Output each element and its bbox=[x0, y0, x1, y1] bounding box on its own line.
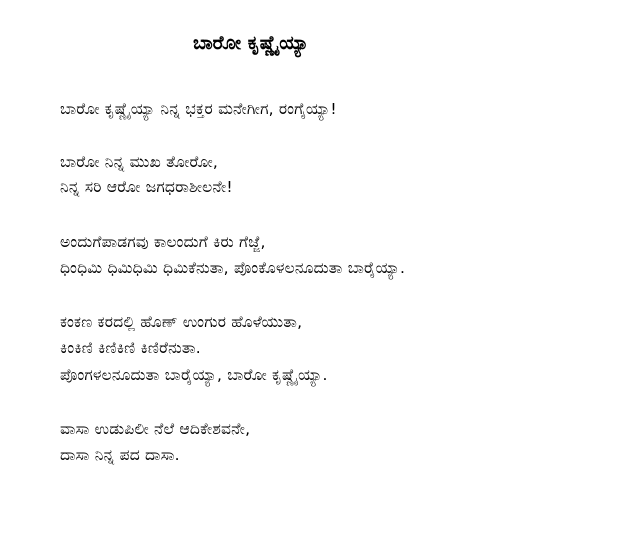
stanza-4-line-3: ಪೊಂಗಳಲನೂದುತಾ ಬಾರೈಯ್ಯಾ, ಬಾರೋ ಕೃಷ್ಣೈಯ್ಯಾ. bbox=[60, 366, 328, 384]
stanza-5-line-2: ದಾಸಾ ನಿನ್ನ ಪದ ದಾಸಾ. bbox=[60, 446, 180, 464]
stanza-5-line-1: ವಾಸಾ ಉಡುಪಿಲೀ ನೆಲೆ ಆದಿಕೇಶವನೇ, bbox=[60, 420, 251, 438]
stanza-4-line-2: ಕಿಂಕಿಣಿ ಕಿಣಿಕಿಣಿ ಕಿಣಿರೆನುತಾ. bbox=[60, 339, 201, 357]
stanza-1-line-1: ಬಾರೋ ಕೃಷ್ಣೈಯ್ಯಾ ನಿನ್ನ ಭಕ್ತರ ಮನೇಗೀಗ, ರಂಗೈಯ್ಯಾ! bbox=[60, 100, 337, 118]
stanza-2-line-2: ನಿನ್ನ ಸರಿ ಆರೋ ಜಗಧರಾಶೀಲನೇ! bbox=[60, 178, 233, 196]
poem-title: ಬಾರೋ ಕೃಷ್ಣೈಯ್ಯಾ bbox=[193, 32, 309, 54]
stanza-3-line-2: ಧಿಂಧಿಮಿ ಧಿಮಿಧಿಮಿ ಧಿಮಿಕೆನುತಾ, ಪೊಂಕೊಳಲನೂದುತಾ ಬಾರೈಯ್ಯಾ. bbox=[60, 259, 406, 277]
stanza-3-line-1: ಅಂದುಗೆಪಾಡಗವು ಕಾಲಂದುಗೆ ಕಿರು ಗೆಜ್ಜೆ, bbox=[60, 233, 266, 251]
stanza-2-line-1: ಬಾರೋ ನಿನ್ನ ಮುಖ ತೋರೋ, bbox=[60, 153, 218, 171]
stanza-4-line-1: ಕಂಕಣ ಕರದಲ್ಲಿ ಹೊಣ್ ಉಂಗುರ ಹೊಳೆಯುತಾ, bbox=[60, 313, 303, 331]
